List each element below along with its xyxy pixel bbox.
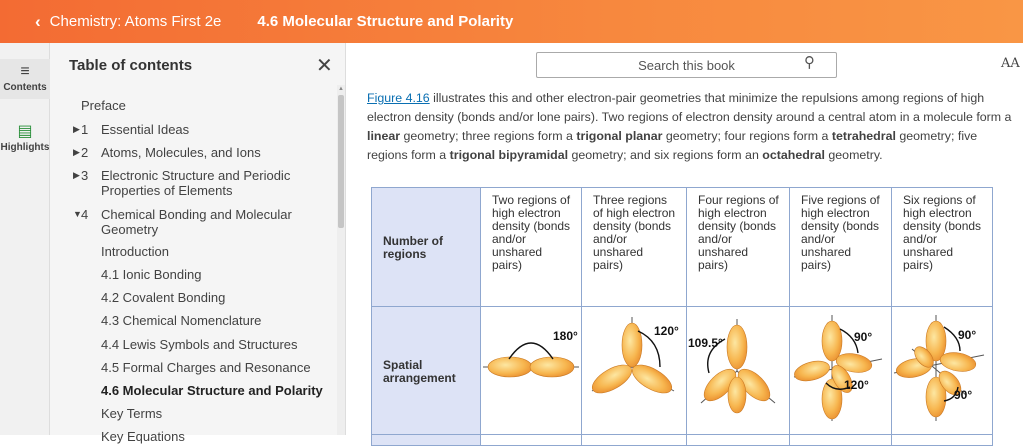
table-cell bbox=[892, 435, 993, 446]
toc-item-key-equations[interactable]: Key Equations bbox=[101, 429, 185, 444]
toc-item-chapter-2[interactable]: ▶ 2 Atoms, Molecules, and Ions bbox=[73, 145, 261, 160]
octahedral-diagram-cell bbox=[892, 307, 993, 435]
table-cell: Five regions of high electron density (bonds and/or unshared pairs) bbox=[790, 188, 892, 307]
toc-item-chapter-4[interactable]: ▼ 4 Chemical Bonding and Molecular Geometry bbox=[73, 207, 292, 237]
scrollbar-thumb[interactable] bbox=[338, 95, 344, 228]
toc-item-4-3[interactable]: 4.3 Chemical Nomenclature bbox=[101, 313, 262, 328]
table-cell bbox=[790, 435, 892, 446]
table-cell: Six regions of high electron density (bonds and/or unshared pairs) bbox=[892, 188, 993, 307]
row-header-spatial: Spatial arrangement bbox=[372, 307, 481, 435]
contents-label: Contents bbox=[3, 82, 47, 93]
book-title: Chemistry: Atoms First 2e bbox=[49, 13, 222, 30]
toc-panel bbox=[50, 43, 346, 444]
toc-item-introduction[interactable]: Introduction bbox=[101, 244, 169, 259]
expand-icon: ▶ bbox=[73, 147, 80, 157]
toc-title: Table of contents bbox=[69, 57, 193, 74]
chevron-left-icon: ‹ bbox=[35, 11, 41, 31]
content-area bbox=[346, 43, 1023, 435]
table-cell: Two regions of high electron density (bonds and/or unshared pairs) bbox=[481, 188, 582, 307]
table-cell: Four regions of high electron density (bonds and/or unshared pairs) bbox=[687, 188, 790, 307]
highlights-button[interactable] bbox=[0, 121, 50, 153]
toc-item-4-5[interactable]: 4.5 Formal Charges and Resonance bbox=[101, 360, 311, 375]
highlight-list-icon: ▤ bbox=[17, 123, 33, 140]
text-size-button[interactable]: AA bbox=[1001, 56, 1020, 71]
back-to-book-link[interactable] bbox=[35, 12, 221, 32]
trigonal-bipyramidal-diagram-cell bbox=[790, 307, 892, 435]
toc-item-key-terms[interactable]: Key Terms bbox=[101, 406, 163, 421]
contents-button[interactable] bbox=[0, 59, 50, 99]
row-header-regions: Number of regions bbox=[372, 188, 481, 307]
collapse-icon: ▼ bbox=[73, 209, 82, 219]
toc-item-4-1[interactable]: 4.1 Ionic Bonding bbox=[101, 267, 202, 282]
scroll-up-icon[interactable]: ▲ bbox=[338, 86, 344, 92]
table-cell bbox=[582, 435, 687, 446]
toc-item-chapter-3[interactable]: ▶ 3 Electronic Structure and Periodic Properties of Elements bbox=[73, 168, 291, 198]
toc-item-preface[interactable]: Preface bbox=[81, 98, 126, 113]
octahedral-geometry-image bbox=[892, 307, 992, 431]
table-cell bbox=[481, 435, 582, 446]
table-row bbox=[372, 307, 993, 435]
highlights-label: Highlights bbox=[0, 142, 50, 153]
close-icon[interactable]: ✕ bbox=[316, 55, 333, 77]
table-row bbox=[372, 188, 993, 307]
toc-item-chapter-1[interactable]: ▶ 1 Essential Ideas bbox=[73, 122, 190, 137]
tetrahedral-diagram-cell bbox=[687, 307, 790, 435]
table-cell bbox=[687, 435, 790, 446]
section-title: 4.6 Molecular Structure and Polarity bbox=[257, 13, 514, 30]
figure-link[interactable]: Figure 4.16 bbox=[367, 91, 430, 105]
list-icon: ≡ bbox=[20, 63, 30, 80]
top-bar bbox=[0, 0, 1023, 43]
svg-text:120°: 120° bbox=[844, 378, 869, 392]
table-cell: Three regions of high electron density (bonds and/or unshared pairs) bbox=[582, 188, 687, 307]
table-cell bbox=[372, 435, 481, 446]
table-row bbox=[372, 435, 993, 446]
tetrahedral-geometry-image bbox=[687, 307, 789, 431]
svg-text:90°: 90° bbox=[958, 328, 977, 342]
search-input[interactable]: Search this book bbox=[536, 52, 837, 78]
toc-item-4-4[interactable]: 4.4 Lewis Symbols and Structures bbox=[101, 337, 298, 352]
left-rail bbox=[0, 43, 50, 435]
trigonal-bipyramidal-geometry-image bbox=[790, 307, 891, 431]
linear-diagram-cell bbox=[481, 307, 582, 435]
linear-geometry-image bbox=[481, 307, 581, 431]
svg-text:120°: 120° bbox=[654, 324, 679, 338]
toc-scrollbar[interactable] bbox=[337, 85, 345, 435]
expand-icon: ▶ bbox=[73, 170, 80, 180]
trigonal-planar-diagram-cell bbox=[582, 307, 687, 435]
toc-item-4-2[interactable]: 4.2 Covalent Bonding bbox=[101, 290, 226, 305]
trigonal-planar-geometry-image bbox=[582, 307, 686, 431]
search-icon[interactable]: ⚲ bbox=[804, 54, 815, 71]
svg-text:109.5°: 109.5° bbox=[688, 336, 723, 350]
body-paragraph: Figure 4.16 illustrates this and other electron-pair geometries that minimize the repulsions among regions of high electron density (bonds and/or lone pairs). Two regions of electron density around a central atom in a molecule form a linear geometry; three regions form a trigonal planar geometry; four regions form a tetrahedral geometry; five regions form a trigonal bipyramidal geometry; and six regions form an octahedral geometry. bbox=[367, 91, 1012, 162]
toc-item-4-6[interactable]: 4.6 Molecular Structure and Polarity bbox=[101, 383, 323, 398]
svg-text:90°: 90° bbox=[854, 330, 873, 344]
svg-text:180°: 180° bbox=[553, 329, 578, 343]
electron-geometry-table bbox=[371, 187, 993, 446]
svg-text:90°: 90° bbox=[954, 388, 973, 402]
expand-icon: ▶ bbox=[73, 124, 80, 134]
